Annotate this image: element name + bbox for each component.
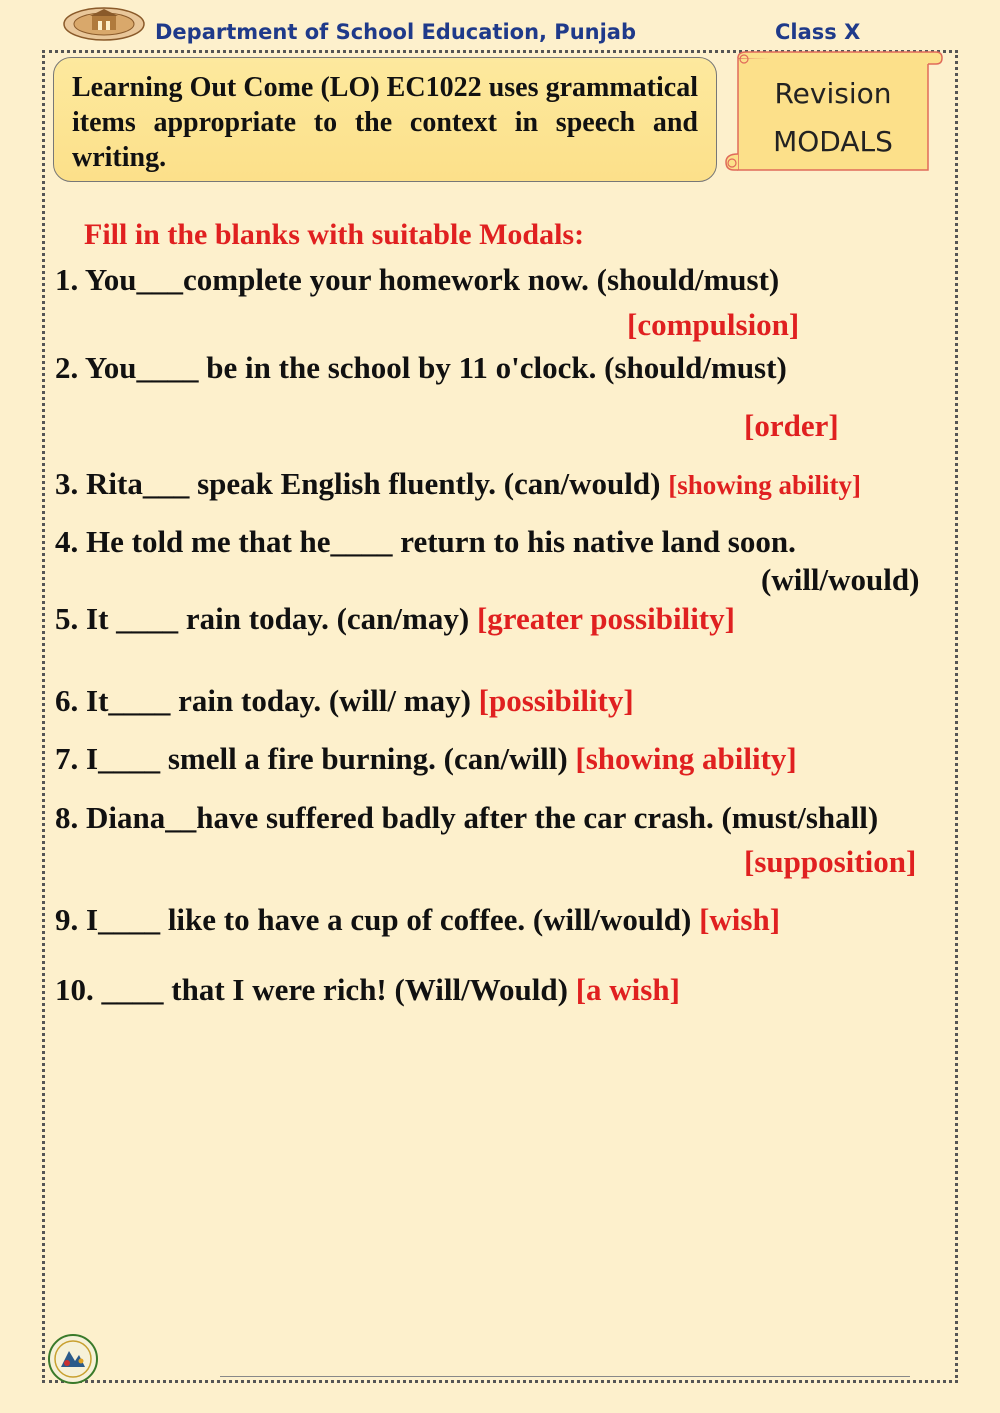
class-label: Class X <box>775 20 861 44</box>
question-3 <box>55 466 861 502</box>
question-7 <box>55 741 797 777</box>
question-9 <box>55 902 780 938</box>
question-7-text: 7. I____ smell a fire burning. (can/will) <box>55 741 568 776</box>
question-10-text: 10. ____ that I were rich! (Will/Would) <box>55 972 568 1007</box>
question-6-tag: [possibility] <box>478 683 634 718</box>
question-3-text: 3. Rita___ speak English fluently. (can/would) <box>55 466 661 501</box>
question-4-text: 4. He told me that he____ return to his native land soon. <box>55 524 796 559</box>
badge-text <box>738 70 928 166</box>
learning-outcome-text: Learning Out Come (LO) EC1022 uses grammatical items appropriate to the context in speech and writing. <box>72 72 698 173</box>
question-3-tag: [showing ability] <box>668 470 862 500</box>
question-2-text: 2. You____ be in the school by 11 o'clock. (should/must) <box>55 350 787 385</box>
question-10 <box>55 972 680 1008</box>
department-logo <box>62 6 146 42</box>
question-1-tag: [compulsion] <box>627 307 800 342</box>
question-5-text: 5. It ____ rain today. (can/may) <box>55 601 470 636</box>
footer-rule <box>220 1376 910 1377</box>
exercise-heading: Fill in the blanks with suitable Modals: <box>84 218 585 251</box>
question-6-text: 6. It____ rain today. (will/ may) <box>55 683 471 718</box>
badge-line-revision: Revision <box>774 77 892 110</box>
question-8 <box>55 800 878 836</box>
question-2 <box>55 350 787 386</box>
question-7-tag: [showing ability] <box>575 741 797 776</box>
learning-outcome-box <box>53 57 717 182</box>
question-1 <box>55 262 779 298</box>
question-1-text: 1. You___complete your homework now. (should/must) <box>55 262 780 297</box>
question-5-tag: [greater possibility] <box>476 601 735 636</box>
question-9-text: 9. I____ like to have a cup of coffee. (will/would) <box>55 902 692 937</box>
badge-line-modals: MODALS <box>773 125 893 158</box>
question-10-tag: [a wish] <box>575 972 680 1007</box>
question-8-tag: [supposition] <box>744 844 917 879</box>
question-6 <box>55 683 634 719</box>
footer-emblem-icon <box>45 1333 101 1385</box>
question-9-tag: [wish] <box>699 902 781 937</box>
question-5 <box>55 601 735 637</box>
question-2-tag: [order] <box>744 408 839 443</box>
question-4-options: (will/would) <box>761 562 920 597</box>
department-title: Department of School Education, Punjab <box>155 20 637 44</box>
question-4 <box>55 524 796 560</box>
question-8-text: 8. Diana__have suffered badly after the car crash. (must/shall) <box>55 800 879 835</box>
